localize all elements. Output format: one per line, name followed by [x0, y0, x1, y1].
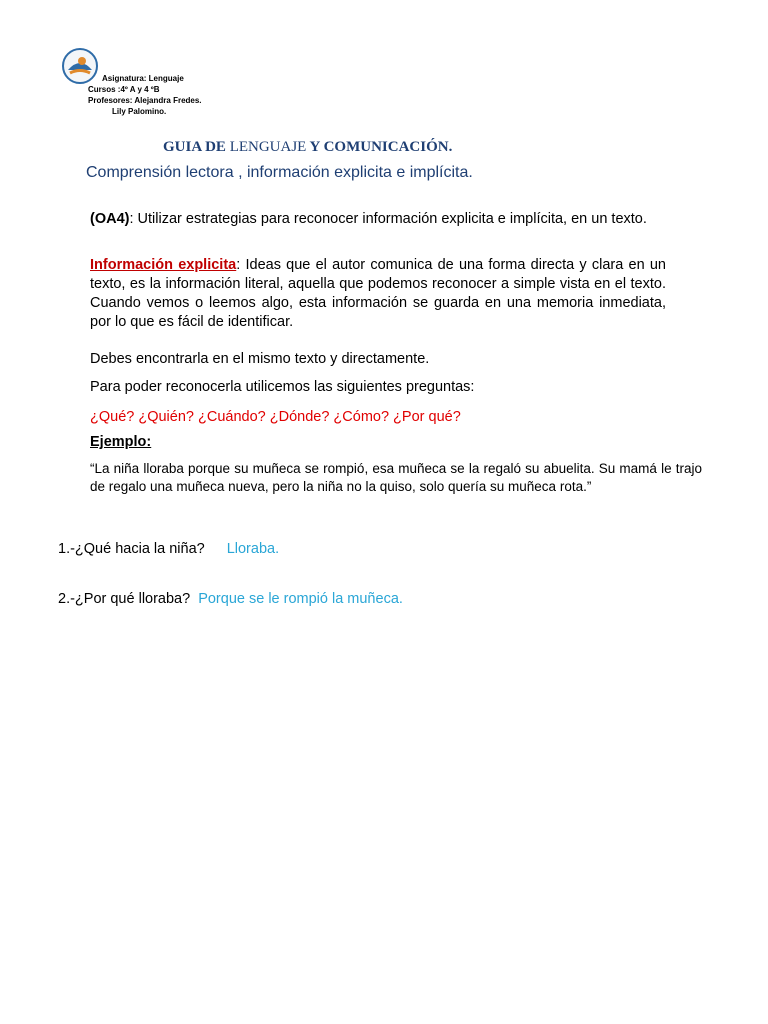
definition-paragraph: [90, 256, 666, 332]
objective-code: (OA4): [90, 211, 130, 227]
definition-term: Información explicita: [90, 257, 237, 273]
title-part-3: Y COMUNICACIÓN.: [309, 139, 453, 155]
question-words: ¿Qué? ¿Quién? ¿Cuándo? ¿Dónde? ¿Cómo? ¿Por qué?: [90, 409, 461, 425]
definition-text: : Ideas que el autor comunica de una forma directa y clara en un texto, es la información literal, aquella que podemos reconocer a simple vista en el texto. Cuando vemos o leemos algo, esta información se guarda en una memoria inmediata, por lo que es fácil de identificar.: [90, 257, 666, 330]
objective-text: : Utilizar estrategias para reconocer información explicita e implícita, en un texto.: [129, 211, 647, 227]
objective-paragraph: [90, 210, 700, 229]
subject-line: Asignatura: Lenguaje: [102, 74, 184, 83]
qa-question-1: 1.-¿Qué hacia la niña?: [58, 541, 205, 557]
guide-title: [163, 139, 452, 156]
teachers-line-2: Lily Palomino.: [112, 107, 167, 116]
questions-intro: Para poder reconocerla utilicemos las siguientes preguntas:: [90, 379, 475, 395]
qa-answer-2: Porque se le rompió la muñeca.: [198, 591, 403, 607]
title-part-2: LENGUAJE: [229, 139, 307, 155]
example-label: Ejemplo:: [90, 434, 152, 450]
title-part-1: GUIA DE: [163, 139, 226, 155]
subtitle: Comprensión lectora , información explicita e implícita.: [86, 164, 473, 181]
header-info: [88, 73, 202, 117]
teachers-line: Profesores: Alejandra Fredes.: [88, 96, 202, 105]
find-line: Debes encontrarla en el mismo texto y directamente.: [90, 351, 430, 367]
qa-question-2: 2.-¿Por qué lloraba?: [58, 591, 191, 607]
courses-line: Cursos :4º A y 4 ºB: [88, 85, 160, 94]
qa-item-1: [58, 541, 279, 557]
qa-answer-1: Lloraba.: [226, 541, 280, 557]
qa-item-2: [58, 591, 403, 607]
example-text: “La niña lloraba porque su muñeca se rompió, esa muñeca se la regaló su abuelita. Su mamá le trajo de regalo una muñeca nueva, pero la niña no la quiso, solo quería su muñeca rota.”: [90, 461, 702, 494]
